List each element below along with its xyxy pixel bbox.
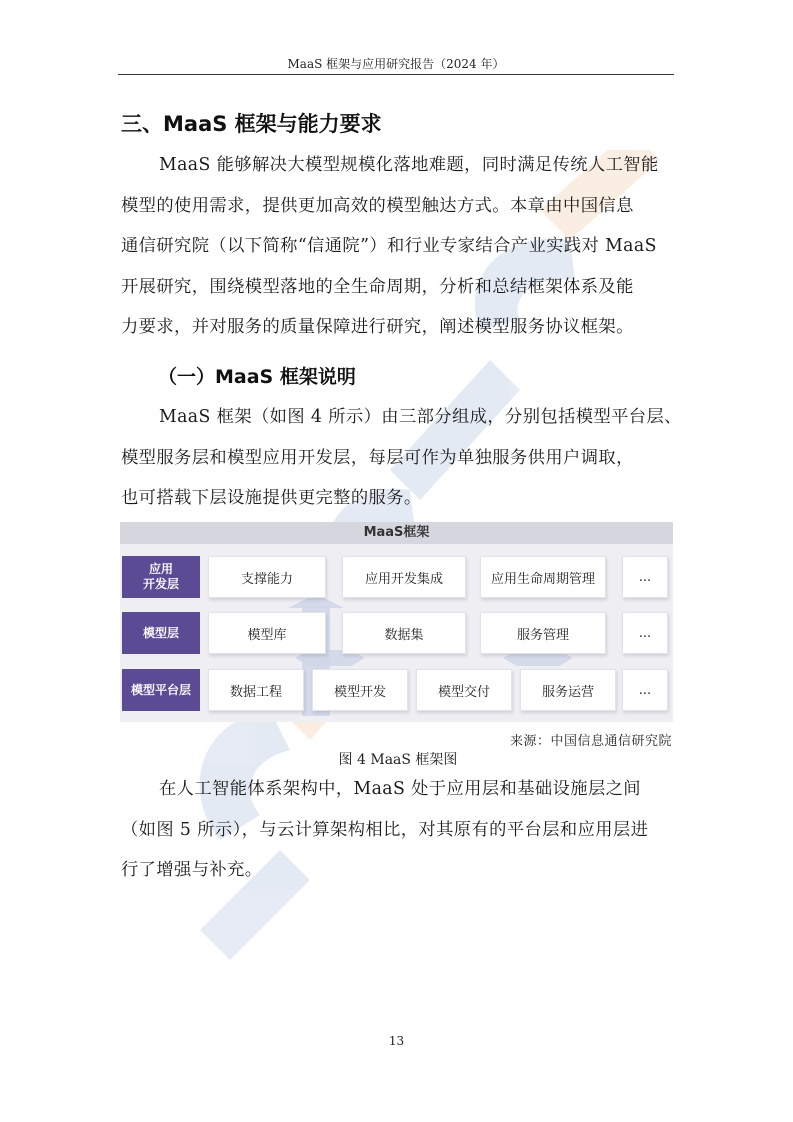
box-more: ...	[622, 556, 668, 598]
layer-label-line: 模型平台层	[130, 682, 191, 697]
box-dataset: 数据集	[342, 612, 466, 654]
text-line: MaaS 能够解决大模型规模化落地难题，同时满足传统人工智能	[159, 155, 659, 175]
running-header: MaaS 框架与应用研究报告（2024 年）	[287, 57, 505, 71]
layer-label-model	[122, 612, 200, 654]
text-line: 行了增强与补充。	[121, 860, 263, 880]
box-support-capability: 支撑能力	[208, 556, 326, 598]
text-line: 模型服务层和模型应用开发层，每层可作为单独服务供用户调取，	[121, 447, 634, 468]
paragraph-framework	[121, 397, 682, 519]
header-divider	[118, 74, 674, 75]
box-more: ...	[622, 669, 668, 711]
text-line: 通信研究院（以下简称“信通院”）和行业专家结合产业实践对 MaaS	[121, 236, 657, 256]
box-model-delivery: 模型交付	[416, 669, 512, 711]
layer-label-line: 应用	[148, 562, 173, 576]
layer-label-line: 模型层	[142, 625, 179, 640]
text-line: 开展研究，围绕模型落地的全生命周期，分析和总结框架体系及能	[121, 276, 634, 297]
box-model-development: 模型开发	[312, 669, 408, 711]
subsection-title: （一）MaaS 框架说明	[158, 366, 356, 388]
text-line: MaaS 框架（如图 4 所示）由三部分组成，分别包括模型平台层、	[159, 407, 682, 427]
box-more: ...	[622, 612, 668, 654]
box-app-dev-integration: 应用开发集成	[342, 556, 466, 598]
text-line: 力要求，并对服务的质量保障进行研究，阐述模型服务协议框架。	[121, 317, 634, 337]
text-line: （如图 5 所示），与云计算架构相比，对其原有的平台层和应用层进	[121, 819, 649, 840]
box-data-engineering: 数据工程	[208, 669, 304, 711]
page-number: 13	[388, 1034, 405, 1048]
layer-label-line: 开发层	[142, 577, 179, 591]
layer-label-app-dev	[122, 556, 200, 598]
text-line: 在人工智能体系架构中，MaaS 处于应用层和基础设施层之间	[159, 779, 641, 799]
box-app-lifecycle: 应用生命周期管理	[480, 556, 606, 598]
diagram-title: MaaS框架	[120, 522, 673, 544]
box-service-operation: 服务运营	[520, 669, 616, 711]
figure-caption: 图 4 MaaS 框架图	[338, 752, 458, 768]
box-service-management: 服务管理	[480, 612, 606, 654]
paragraph-architecture	[121, 769, 677, 891]
text-line: 也可搭载下层设施提供更完整的服务。	[121, 488, 422, 508]
figure-source: 来源：中国信息通信研究院	[509, 734, 672, 749]
maas-framework-diagram	[120, 522, 673, 722]
section-title: 三、MaaS 框架与能力要求	[121, 112, 382, 136]
box-model-library: 模型库	[208, 612, 326, 654]
text-line: 模型的使用需求，提供更加高效的模型触达方式。本章由中国信息	[121, 195, 634, 216]
paragraph-intro	[121, 145, 677, 348]
layer-label-platform	[122, 669, 200, 711]
